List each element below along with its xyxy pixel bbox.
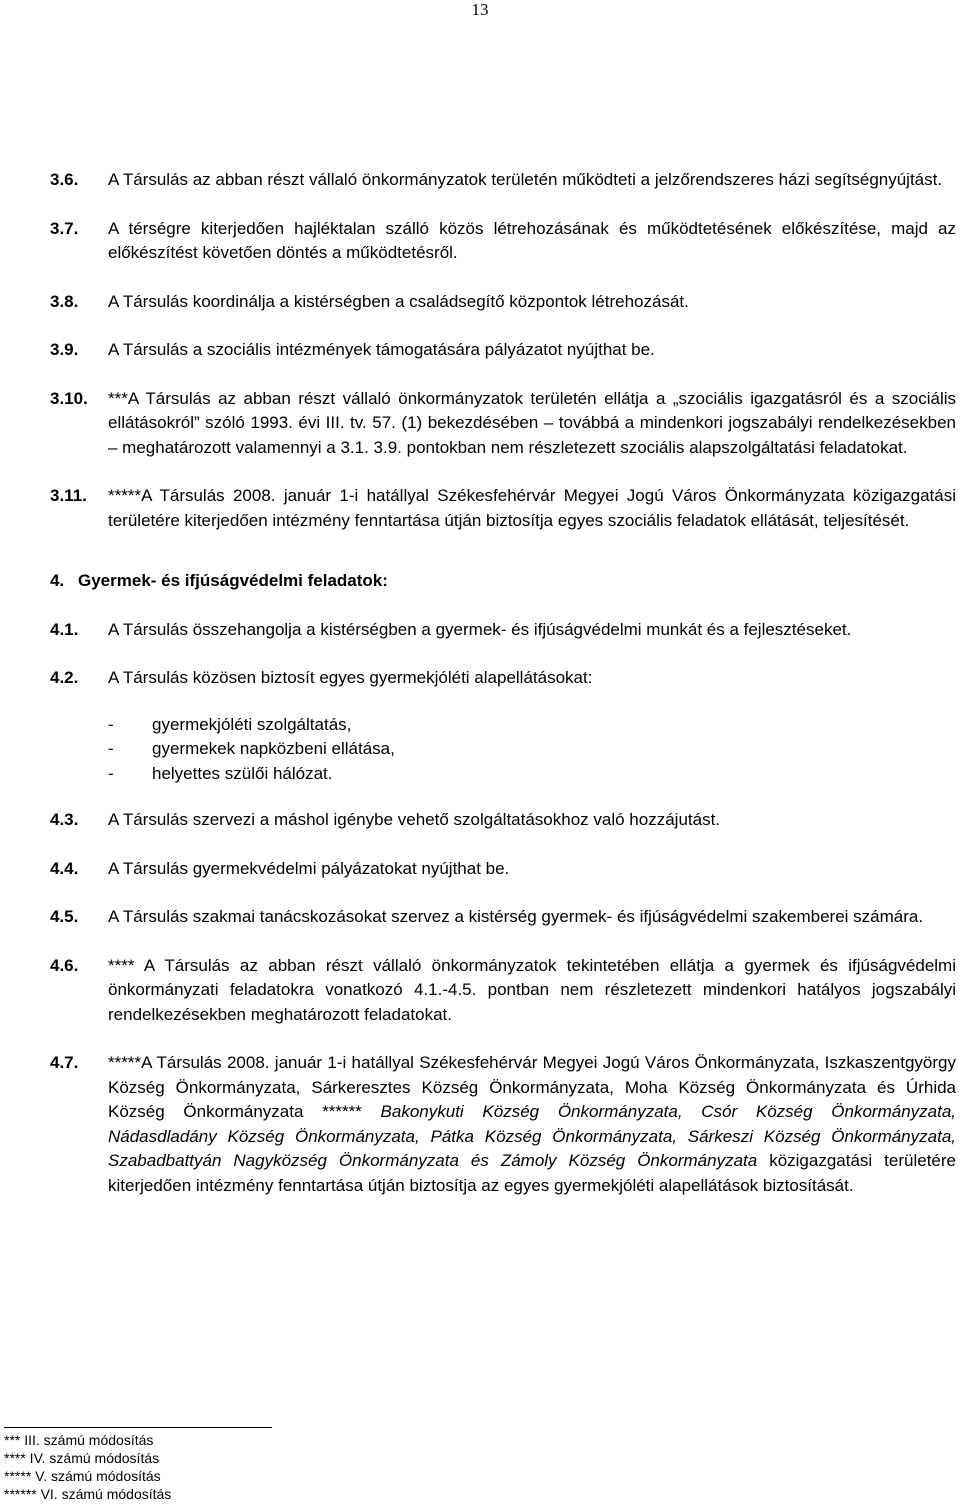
paragraph-text-part: közigazgatási területére kiterjedően intézmény fenntartása útján biztosítja az egyes gyermekjóléti alapellátások biztosítását. bbox=[108, 1151, 956, 1195]
paragraph-text: A Társulás szakmai tanácskozásokat szervez a kistérség gyermek- és ifjúságvédelmi szakemberei számára. bbox=[108, 907, 924, 926]
paragraph-number: 4.1. bbox=[50, 619, 79, 639]
paragraph-number: 4.4. bbox=[50, 858, 79, 878]
paragraph-4-1 bbox=[50, 618, 956, 643]
footnote: **** IV. számú módosítás bbox=[4, 1450, 160, 1466]
paragraph-number: 3.9. bbox=[50, 340, 79, 359]
paragraph-number: 4.6. bbox=[50, 955, 79, 975]
paragraph-3-8 bbox=[50, 290, 956, 315]
footnote-divider bbox=[4, 1427, 272, 1428]
paragraph-3-11 bbox=[50, 484, 956, 533]
paragraph-3-10 bbox=[50, 387, 956, 461]
paragraph-number: 4.3. bbox=[50, 810, 79, 829]
list-item bbox=[108, 737, 956, 762]
section-number: 4. bbox=[50, 571, 65, 590]
section-heading-4 bbox=[50, 569, 956, 594]
paragraph-4-6 bbox=[50, 954, 956, 1028]
paragraph-text: A térségre kiterjedően hajléktalan szálló közös létrehozásának és működtetésének előkészítése, majd az előkészítést követően döntés a működtetésről. bbox=[108, 218, 956, 262]
page-number: 13 bbox=[471, 0, 489, 19]
paragraph-4-7 bbox=[50, 1051, 956, 1198]
paragraph-3-7 bbox=[50, 217, 956, 266]
bullet-dash: - bbox=[108, 739, 114, 758]
paragraph-number: 3.6. bbox=[50, 170, 79, 189]
paragraph-3-9 bbox=[50, 338, 956, 363]
paragraph-3-6 bbox=[50, 168, 956, 193]
paragraph-text: A Társulás koordinálja a kistérségben a családsegítő központok létrehozását. bbox=[108, 291, 689, 311]
footnote: ***** V. számú módosítás bbox=[4, 1468, 161, 1484]
bullet-dash: - bbox=[108, 763, 114, 783]
paragraph-text: **** A Társulás az abban részt vállaló önkormányzatok tekintetében ellátja a gyermek és ifjúságvédelmi önkormányzati feladatokra vonatkozó 4.1.-4.5. pontban nem részletezett mindenkori hatályos jogszabályi rendelkezésekben meghatározott feladatokat. bbox=[108, 955, 956, 1024]
paragraph-text: A Társulás összehangolja a kistérségben a gyermek- és ifjúságvédelmi munkát és a fejlesztéseket. bbox=[108, 619, 852, 639]
paragraph-text: A Társulás az abban részt vállaló önkormányzatok területén működteti a jelzőrendszeres házi segítségnyújtást. bbox=[108, 170, 943, 189]
paragraph-text-italic: Bakonykuti Község Önkormányzata, Csór Község Önkormányzata, Nádasdladány Község Önkormányzata, Pátka Község Önkormányzata, Sárkeszi Község Önkormányzata, Szabadbattyán Nagyközség Önkormányzata és Zámoly Község Önkormányzata bbox=[108, 1102, 956, 1170]
paragraph-number: 4.7. bbox=[50, 1053, 79, 1072]
paragraph-text: A Társulás közösen biztosít egyes gyermekjóléti alapellátásokat: bbox=[108, 668, 593, 687]
footnotes bbox=[4, 1431, 171, 1503]
list-item-text: helyettes szülői hálózat. bbox=[152, 763, 333, 783]
paragraph-text: *****A Társulás 2008. január 1-i hatállyal Székesfehérvár Megyei Jogú Város Önkormányzata közigazgatási területére kiterjedően intézmény fenntartása útján biztosítja egyes szociális feladatok ellátását, teljesítését. bbox=[108, 486, 956, 530]
paragraph-number: 3.10. bbox=[50, 388, 88, 408]
paragraph-number: 4.2. bbox=[50, 668, 79, 687]
paragraph-4-2 bbox=[50, 666, 956, 691]
bullet-dash: - bbox=[108, 714, 114, 734]
paragraph-text: A Társulás gyermekvédelmi pályázatokat nyújthat be. bbox=[108, 858, 510, 878]
paragraph-4-5 bbox=[50, 905, 956, 930]
paragraph-number: 3.8. bbox=[50, 291, 79, 311]
paragraph-text: A Társulás a szociális intézmények támogatására pályázatot nyújthat be. bbox=[108, 340, 655, 359]
paragraph-text-part: *****A Társulás 2008. január 1-i hatállyal Székesfehérvár Megyei Jogú Város Önkormányzata, Iszkaszentgyörgy Község Önkormányzata, Sárkeresztes Község Önkormányzata, Moha Község Önkormányzata és Úrhida Község Önkormányzata ****** bbox=[108, 1053, 956, 1121]
list-item-text: gyermekek napközbeni ellátása, bbox=[152, 739, 395, 758]
list-item-text: gyermekjóléti szolgáltatás, bbox=[152, 714, 352, 734]
paragraph-number: 3.7. bbox=[50, 218, 79, 238]
paragraph-number: 4.5. bbox=[50, 907, 79, 926]
paragraph-text: ***A Társulás az abban részt vállaló önkormányzatok területén ellátja a „szociális igazgatásról és a szociális ellátásokról” szóló 1993. évi III. tv. 57. (1) bekezdésében – továbbá a mindenkori jogszabályi rendelkezésekben – meghatározott valamennyi a 3.1. 3.9. pontokban nem részletezett szociális alapszolgáltatási feladatokat. bbox=[108, 388, 956, 457]
footnote: *** III. számú módosítás bbox=[4, 1432, 154, 1448]
footnote: ****** VI. számú módosítás bbox=[4, 1486, 172, 1502]
list-item bbox=[108, 713, 956, 738]
paragraph-4-3 bbox=[50, 808, 956, 833]
document-body bbox=[50, 168, 956, 1222]
paragraph-4-4 bbox=[50, 857, 956, 882]
section-title: Gyermek- és ifjúságvédelmi feladatok: bbox=[78, 571, 388, 590]
list-item bbox=[108, 762, 956, 787]
paragraph-number: 3.11. bbox=[50, 486, 87, 505]
paragraph-text: A Társulás szervezi a máshol igénybe vehető szolgáltatásokhoz való hozzájutást. bbox=[108, 810, 721, 829]
paragraph-text bbox=[108, 1051, 956, 1198]
bullet-list bbox=[50, 713, 956, 787]
